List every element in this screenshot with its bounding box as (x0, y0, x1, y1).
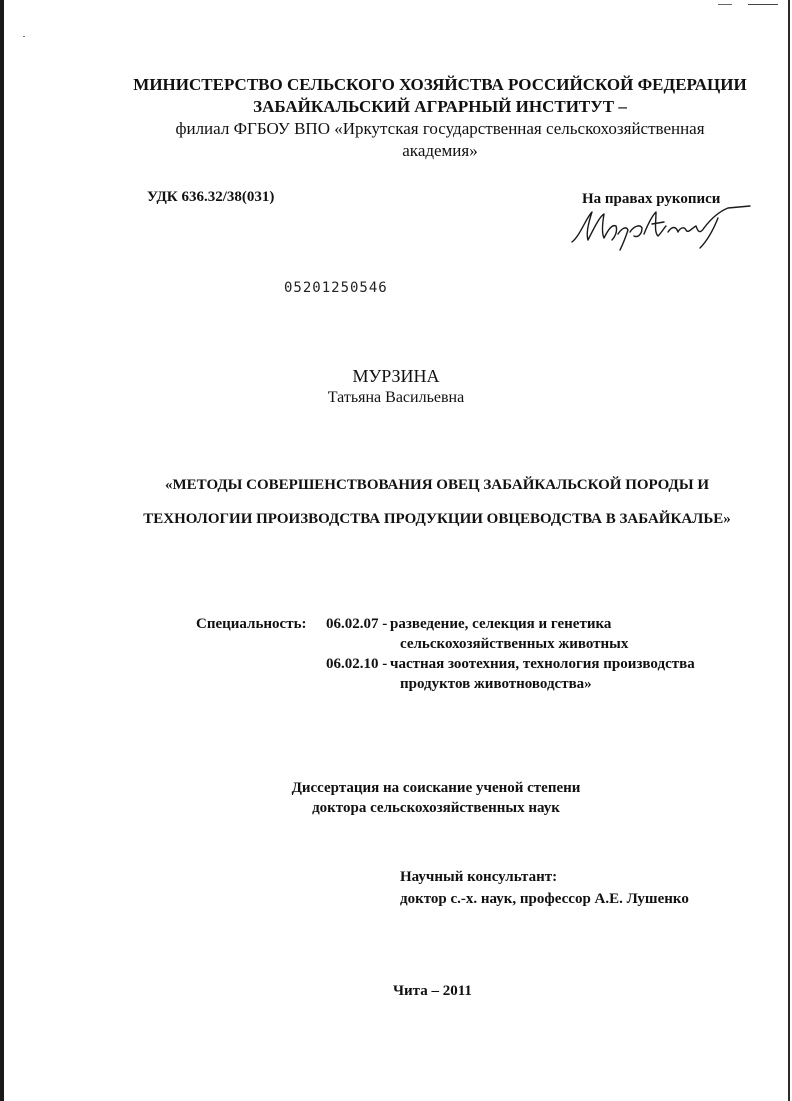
title-line2: ТЕХНОЛОГИИ ПРОИЗВОДСТВА ПРОДУКЦИИ ОВЦЕВОДСТВА В ЗАБАЙКАЛЬЕ» (143, 511, 731, 527)
specialty-description: продуктов животноводства» (400, 676, 592, 692)
branch-name-line2: академия» (402, 141, 478, 160)
degree-statement (200, 778, 672, 818)
specialty-description: сельскохозяйственных животных (400, 636, 629, 652)
specialty-code: 06.02.07 - (326, 616, 388, 632)
title-line1: «МЕТОДЫ СОВЕРШЕНСТВОВАНИЯ ОВЕЦ ЗАБАЙКАЛЬСКОЙ ПОРОДЫ И (164, 477, 710, 493)
specialty-label: Специальность: (196, 616, 307, 632)
consultant-label: Научный консультант: (400, 869, 558, 885)
degree-line2: доктора сельскохозяйственных наук (312, 800, 560, 816)
ministry-name: МИНИСТЕРСТВО СЕЛЬСКОГО ХОЗЯЙСТВА РОССИЙСКОЙ ФЕДЕРАЦИИ (133, 75, 747, 94)
author-surname: МУРЗИНА (352, 366, 440, 386)
scan-speck (23, 36, 25, 37)
city-year: Чита – 2011 (393, 983, 472, 999)
scan-mark (748, 4, 778, 5)
author-block (0, 365, 792, 409)
dissertation-title (80, 468, 792, 536)
udk-code: УДК 636.32/38(031) (147, 189, 275, 205)
scan-edge-right (788, 0, 790, 1101)
document-header (100, 74, 780, 162)
author-given-names: Татьяна Васильевна (327, 389, 465, 406)
author-signature (568, 198, 758, 254)
registration-code: 05201250546 (284, 280, 388, 296)
branch-name-line1: филиал ФГБОУ ВПО «Иркутская государственная сельскохозяйственная (175, 119, 705, 138)
institute-name: ЗАБАЙКАЛЬСКИЙ АГРАРНЫЙ ИНСТИТУТ – (253, 97, 627, 116)
specialty-description: частная зоотехния, технология производства (390, 656, 695, 672)
manuscript-rights: На правах рукописи (582, 191, 721, 207)
scan-edge-left (0, 0, 4, 1101)
scan-mark (718, 4, 732, 5)
specialty-code: 06.02.10 - (326, 656, 388, 672)
degree-line1: Диссертация на соискание ученой степени (291, 780, 581, 796)
scientific-consultant (400, 866, 689, 910)
specialty-description: разведение, селекция и генетика (390, 616, 612, 632)
consultant-name: доктор с.-х. наук, профессор А.Е. Лушенко (400, 891, 689, 907)
